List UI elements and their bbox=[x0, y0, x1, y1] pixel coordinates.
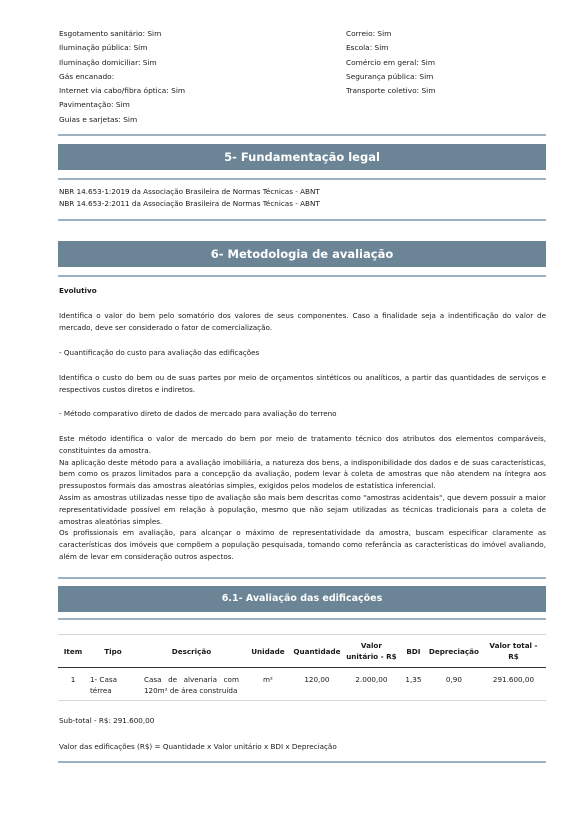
infra-item: Iluminação domiciliar: Sim bbox=[59, 57, 157, 67]
cell-valor-unitario: 2.000,00 bbox=[355, 675, 388, 684]
infra-item: Correio: Sim bbox=[346, 29, 392, 38]
column-header: BDI bbox=[406, 646, 421, 656]
divider bbox=[58, 219, 546, 221]
divider bbox=[58, 178, 546, 180]
cell-valor-total: 291.600,00 bbox=[492, 675, 535, 684]
divider bbox=[58, 761, 546, 763]
infra-item: Guias e sarjetas: Sim bbox=[59, 114, 138, 124]
divider bbox=[58, 577, 546, 579]
paragraph: - Quantificação do custo para avaliação das edificações bbox=[59, 348, 260, 357]
paragraph: Identifica o custo do bem ou de suas partes por meio de orçamentos sintéticos ou analíticos, a partir das quantidades de serviços e respectivos custos diretos e indiretos. bbox=[59, 373, 546, 394]
infra-item: Iluminação pública: Sim bbox=[59, 43, 148, 53]
infra-item: Escola: Sim bbox=[346, 43, 389, 53]
cell-item: 1 bbox=[70, 675, 76, 684]
cell-unidade: m² bbox=[263, 675, 273, 684]
cell-bdi: 1,35 bbox=[405, 675, 422, 684]
table-row bbox=[58, 668, 546, 701]
infrastructure-left-column bbox=[59, 27, 185, 127]
infrastructure-right-column bbox=[346, 27, 435, 98]
divider bbox=[58, 275, 546, 277]
column-header: Unidade bbox=[251, 646, 285, 656]
infra-item: Transporte coletivo: Sim bbox=[346, 86, 436, 96]
column-header: Item bbox=[63, 646, 83, 656]
cell-descricao: Casa de alvenaria com 120m² de área construída bbox=[143, 675, 239, 695]
cell-depreciacao: 0,90 bbox=[445, 675, 462, 684]
paragraph: - Método comparativo direto de dados de mercado para avaliação do terreno bbox=[59, 409, 337, 418]
infra-item: Pavimentação: Sim bbox=[59, 100, 130, 110]
infra-item: Esgotamento sanitário: Sim bbox=[59, 29, 162, 38]
methodology-text bbox=[59, 433, 546, 563]
legal-references bbox=[59, 186, 546, 210]
divider bbox=[58, 618, 546, 620]
column-header: Depreciação bbox=[428, 646, 479, 656]
column-header: Valor unitário - R$ bbox=[346, 641, 397, 661]
paragraph: Os profissionais em avaliação, para alcançar o máximo de representatividade da amostra, buscam especificar claramente as características dos imóveis que compõem a população pesquisada, tomando como referância as características do imóvel avaliando, além de levar em consideração outros aspectos. bbox=[59, 528, 546, 561]
column-header: Tipo bbox=[104, 646, 122, 656]
legal-reference: NBR 14.653-2:2011 da Associação Brasileira de Normas Técnicas - ABNT bbox=[59, 198, 320, 208]
subtotal: Sub-total - R$: 291.600,00 bbox=[59, 716, 155, 725]
valuation-formula: Valor das edificações (R$) = Quantidade x Valor unitário x BDI x Depreciação bbox=[59, 742, 337, 751]
column-header: Valor total - R$ bbox=[489, 641, 538, 661]
section-heading-metodologia: 6- Metodologia de avaliação bbox=[58, 241, 546, 267]
table-header-row bbox=[58, 635, 546, 668]
infra-item: Segurança pública: Sim bbox=[346, 71, 434, 81]
buildings-valuation-table bbox=[58, 634, 546, 701]
infra-item: Internet via cabo/fibra óptica: Sim bbox=[59, 86, 186, 96]
section-heading-avaliacao-edificacoes: 6.1- Avaliação das edificações bbox=[58, 586, 546, 612]
paragraph: Este método identifica o valor de mercado do bem por meio de tratamento técnico dos atributos dos elementos comparáveis, constituintes da amostra. bbox=[59, 434, 546, 455]
column-header: Quantidade bbox=[293, 646, 341, 656]
legal-reference: NBR 14.653-1:2019 da Associação Brasileira de Normas Técnicas - ABNT bbox=[59, 187, 320, 196]
paragraph: Assim as amostras utilizadas nesse tipo de avaliação são mais bem descritas como "amostras acidentais", que devem possuir a maior representatividade possível em relação à população, mesmo que não sejam utilizadas as técnicas tradicionais para a coleta de amostras aleatórias simples. bbox=[59, 492, 546, 526]
infra-item: Gás encanado: bbox=[59, 71, 115, 81]
paragraph: Identifica o valor do bem pelo somatório dos valores de seus componentes. Caso a finalidade seja a indentificação do valor de mercado, deve ser considerado o fator de comercialização. bbox=[59, 311, 546, 332]
infra-item: Comércio em geral: Sim bbox=[346, 57, 436, 67]
method-subtitle: Evolutivo bbox=[59, 286, 97, 295]
divider bbox=[58, 134, 546, 136]
column-header: Descrição bbox=[171, 646, 212, 656]
cell-tipo: 1- Casa térrea bbox=[89, 675, 118, 695]
cell-quantidade: 120,00 bbox=[304, 675, 330, 684]
paragraph: Na aplicação deste método para a avaliação imobiliária, a natureza dos bens, a indisponibilidade dos dados e de suas características, bem como os prazos limitados para a concepção da avaliação, podem levar à coleta de amostras que não atendem na íntegra aos pressupostos formais das amostras aleatórias simples, exigidos pelos modelos de estatística inferencial. bbox=[59, 457, 546, 491]
section-heading-fundamentacao: 5- Fundamentação legal bbox=[58, 144, 546, 170]
